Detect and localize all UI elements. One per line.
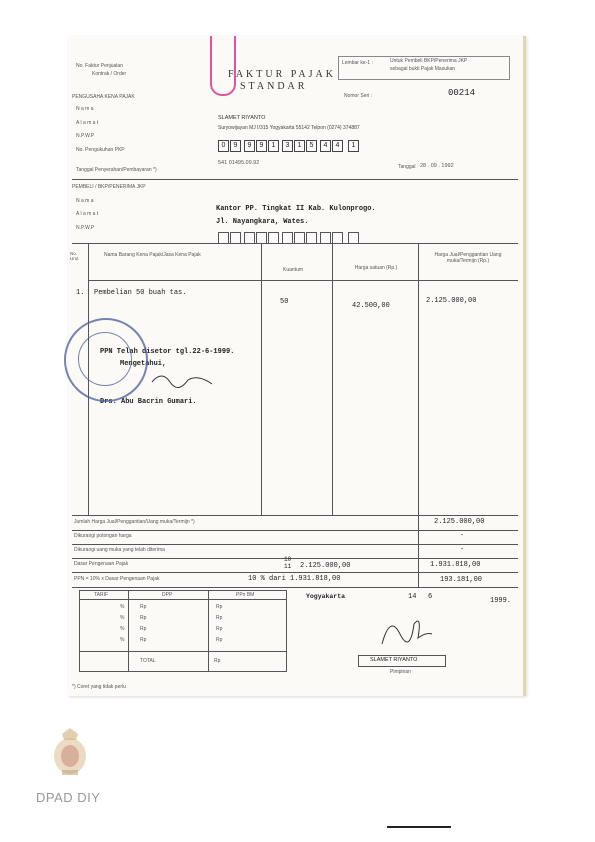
sum-line-0 — [72, 515, 518, 516]
nomor-seri: 00214 — [448, 88, 476, 98]
official-stamp — [64, 318, 148, 402]
npwp-digit-cell: 1 — [268, 140, 279, 152]
ppnbm-cell: % — [120, 604, 125, 610]
npwp-digit-cell: 9 — [244, 140, 255, 152]
ppnbm-cell: Rp — [140, 637, 147, 643]
ppnbm-table — [79, 590, 287, 672]
note-line3: Drs. Abu Bacrin Gumari. — [100, 398, 197, 406]
note-line1: PPN Telah disetor tgl.22-6-1999. — [100, 348, 235, 356]
ppnbm-cell: Rp — [216, 615, 223, 621]
divider-buyer — [72, 243, 518, 244]
sign-name: SLAMET RIYANTO — [370, 657, 418, 663]
ppnbm-total-rp: Rp — [214, 658, 221, 664]
ppnbm-cell: % — [120, 615, 125, 621]
sum-line-1 — [72, 530, 518, 531]
buyer-npwp-label: N.P.W.P — [76, 225, 95, 231]
buyer-alamat: Jl. Nayangkara, Wates. — [216, 218, 309, 226]
sum-ppn-label: PPN = 10% x Dasar Pengenaan Pajak — [74, 576, 160, 582]
ppnbm-cell: Rp — [216, 604, 223, 610]
th-harga-satuan: Harga satuan (Rp.) — [354, 265, 398, 271]
sign-place: Yogyakarta — [306, 593, 346, 600]
npwp-digit-cell: 0 — [218, 140, 229, 152]
ppnbm-header-line — [79, 599, 286, 600]
ppnbm-cell: % — [120, 637, 125, 643]
buyer-nama-label: N a m a — [76, 198, 94, 204]
sum-dasar-label: Dasar Pengenaan Pajak — [74, 561, 129, 567]
sum-line-2 — [72, 544, 518, 545]
buyer-nama: Kantor PP. Tingkat II Kab. Kulonprogo. — [216, 205, 376, 213]
bottom-rule — [387, 826, 451, 828]
sum-potongan: - — [460, 532, 465, 540]
paper-clip — [210, 36, 236, 96]
th-no: No. Urut — [70, 251, 79, 261]
npwp-digit-cell: 3 — [282, 140, 293, 152]
seller-alamat: Suryowijayan MJ I/315 Yogyakarta 55142 Telpon (0274) 374887 — [218, 125, 360, 131]
row-kuantum: 50 — [280, 298, 289, 306]
sign-month: 6 — [428, 593, 433, 601]
th-nama-barang: Nama Barang Kena Pajak/Jasa Kena Pajak — [104, 252, 201, 258]
seller-section-label: PENGUSAHA KENA PAJAK — [72, 94, 135, 100]
seller-signature — [376, 604, 436, 648]
buyer-section-label: PEMBELI / BKP/PENERIMA JKP — [72, 184, 146, 190]
dpad-watermark-label: DPAD DIY — [36, 790, 101, 805]
lembar-label: Lembar ke-1 : — [342, 60, 373, 66]
npwp-digit-cell: 1 — [294, 140, 305, 152]
ppnbm-cell: Rp — [140, 615, 147, 621]
seller-npwp-label: N.P.W.P — [76, 133, 95, 139]
ppnbm-cell: Rp — [140, 626, 147, 632]
sum-dasar-calc: 2.125.000,00 — [300, 562, 351, 570]
col-line-4 — [418, 243, 419, 515]
form-no-label: No. Faktur Penjualan — [76, 63, 123, 69]
footnote: *) Coret yang tidak perlu — [72, 684, 126, 690]
row-item: Pembelian 50 buah tas. — [94, 289, 187, 297]
sign-year: 1999. — [490, 597, 512, 605]
sum-ppn-calc: 10 % dari 1.931.818,00 — [248, 575, 341, 583]
npwp-digit-cell: 4 — [320, 140, 331, 152]
sum-line-4 — [72, 572, 518, 573]
ppnbm-th-tarif: TARIF — [94, 592, 109, 598]
sum-uangmuka-label: Dikurangi uang muka yang telah diterima — [74, 547, 165, 553]
row-harga-satuan: 42.500,00 — [352, 302, 390, 310]
seller-alamat-label: A l a m a t — [76, 120, 99, 126]
ppnbm-th-dpp: DPP — [162, 592, 173, 598]
sum-line-5 — [72, 587, 518, 588]
th-kuantum: Kuantum — [283, 267, 304, 273]
sum-dasar-frac-top: 10 — [284, 556, 292, 563]
ppnbm-total-line — [79, 651, 286, 652]
npwp-digit-cell: 9 — [230, 140, 241, 152]
lembar-desc: Untuk Pembeli BKP/Penerima JKP — [390, 58, 468, 64]
sum-uangmuka: - — [460, 546, 465, 554]
seller-pengukuhan: 541 01495.09.92 — [218, 160, 260, 166]
npwp-digit-cell: 4 — [332, 140, 343, 152]
divider-seller — [72, 179, 518, 180]
th-harga-jual: Harga Jual/Penggantian Uang muka/Termijn (Rp.) — [434, 252, 502, 264]
sign-role: Pimpinan — [390, 669, 411, 675]
ppnbm-cell: Rp — [140, 604, 147, 610]
title-line1: FAKTUR PAJAK — [228, 69, 336, 80]
lembar-desc2: sebagai bukti Pajak Masukan — [390, 66, 456, 72]
sum-jumlah: 2.125.000,00 — [434, 518, 485, 526]
sum-line-3 — [72, 558, 518, 559]
ppnbm-cell: Rp — [216, 637, 223, 643]
ppnbm-th-ppnbm: PPn BM — [236, 592, 255, 598]
sign-day: 14 — [408, 593, 417, 601]
header-bottom-line — [88, 280, 518, 281]
ppnbm-cell: Rp — [216, 626, 223, 632]
sum-ppn: 193.181,00 — [440, 576, 483, 584]
sum-dasar: 1.931.818,00 — [430, 561, 481, 569]
seller-nama-label: N a m a — [76, 106, 94, 112]
seller-pengukuhan-label: No. Pengukuhan PKP — [76, 147, 125, 153]
sum-dasar-frac-bot: 11 — [284, 563, 292, 570]
row-no: 1. — [76, 289, 85, 297]
sum-col-line — [418, 515, 419, 587]
sum-jumlah-label: Jumlah Harga Jual/Penggantian/Uang muka/Termijn *) — [74, 519, 195, 525]
col-line-3 — [332, 243, 333, 515]
dpad-logo-icon — [48, 726, 92, 778]
form-no-sub: Kontrak / Order — [92, 71, 127, 77]
ppnbm-col-1 — [128, 590, 129, 671]
npwp-digit-cell: 1 — [348, 140, 359, 152]
sum-potongan-label: Dikurangi potongan harga — [74, 533, 132, 539]
row-harga-jual: 2.125.000,00 — [426, 297, 477, 305]
note-signature — [148, 368, 218, 392]
ppnbm-cell: % — [120, 626, 125, 632]
seller-tanggal: 28 . 09 . 1992 — [420, 163, 454, 169]
ppnbm-col-2 — [208, 590, 209, 671]
seller-tanggal-label-right: Tanggal — [398, 164, 416, 170]
npwp-digit-cell: 9 — [256, 140, 267, 152]
buyer-alamat-label: A l a m a t — [76, 211, 99, 217]
ppnbm-total-label: TOTAL — [140, 658, 156, 664]
note-line2: Mengetahui, — [120, 360, 167, 368]
title-line2: STANDAR — [240, 81, 308, 92]
seller-tanggal-label: Tanggal Penyerahan/Pembayaran *) — [76, 167, 157, 173]
nomor-seri-label: Nomor Seri : — [344, 93, 373, 99]
npwp-digit-cell: 5 — [306, 140, 317, 152]
seller-nama: SLAMET RIYANTO — [218, 115, 266, 121]
col-line-2 — [261, 243, 262, 515]
